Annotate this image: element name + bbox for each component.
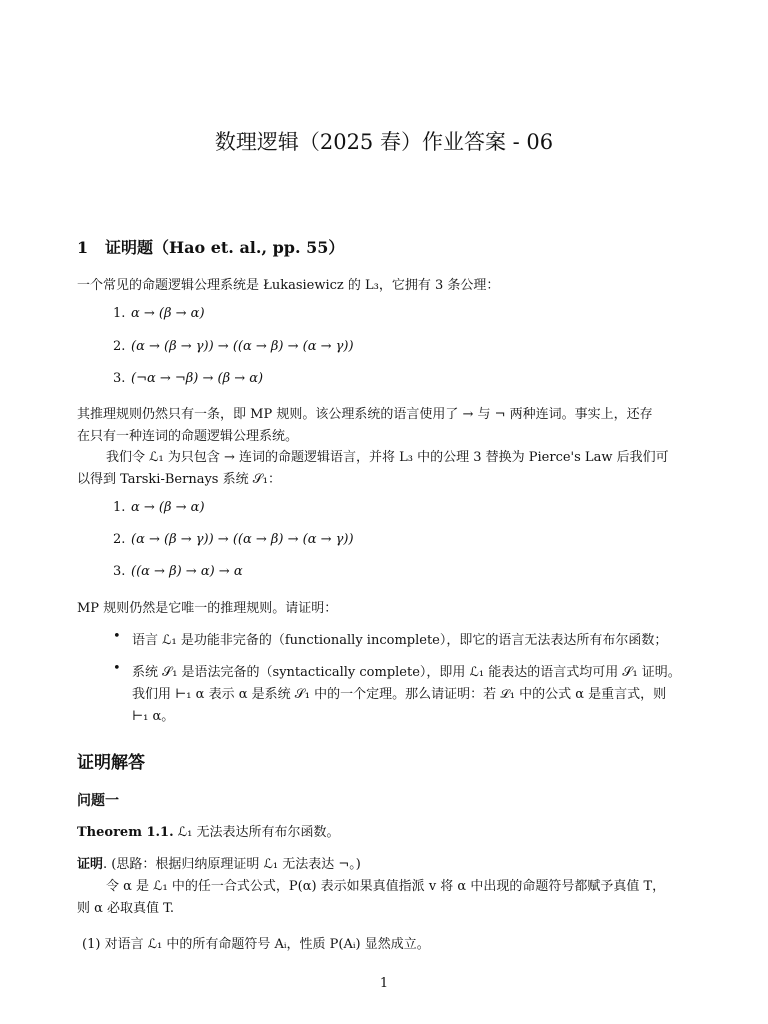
axiom-formula: α → (β → α) bbox=[131, 500, 205, 515]
axiom-formula: ((α → β) → α) → α bbox=[131, 564, 243, 579]
axiom-s1-3 bbox=[113, 564, 243, 579]
page-number: 1 bbox=[379, 976, 389, 991]
problem-heading: 问题一 bbox=[77, 793, 119, 809]
proof-start bbox=[77, 853, 361, 872]
bullet-icon: • bbox=[113, 629, 121, 644]
step-number: (1) bbox=[82, 937, 101, 952]
step-text: 对语言 ℒ₁ 中的所有命题符号 Aᵢ，性质 P(Aᵢ) 显然成立。 bbox=[104, 937, 430, 952]
axiom-number: 1. bbox=[113, 306, 126, 321]
bullet-icon: • bbox=[113, 661, 121, 676]
proof-label: 证明 bbox=[77, 857, 104, 872]
theorem bbox=[77, 821, 339, 840]
axiom-formula: α → (β → α) bbox=[131, 306, 205, 321]
intro-paragraph: 一个常见的命题逻辑公理系统是 Łukasiewicz 的 L₃，它拥有 3 条公理： bbox=[77, 278, 500, 293]
section-heading bbox=[77, 235, 344, 258]
axiom-number: 2. bbox=[113, 532, 126, 547]
axiom-number: 3. bbox=[113, 564, 126, 579]
answer-heading: 证明解答 bbox=[77, 753, 145, 773]
paragraph-line: 其推理规则仍然只有一条，即 MP 规则。该公理系统的语言使用了 → 与 ¬ 两种连词。事实上，还存 bbox=[77, 407, 653, 422]
mp-line: MP 规则仍然是它唯一的推理规则。请证明： bbox=[77, 601, 338, 616]
paragraph-line: 我们令 ℒ₁ 为只包含 → 连词的命题逻辑语言，并将 L₃ 中的公理 3 替换为 Pierce's Law 后我们可 bbox=[106, 450, 669, 465]
section-title: 证明题（Hao et. al., pp. 55） bbox=[105, 238, 345, 257]
axiom-s1-2 bbox=[113, 532, 354, 547]
axiom-l3-1 bbox=[113, 306, 205, 321]
proof-line: 令 α 是 ℒ₁ 中的任一合式公式，P(α) 表示如果真值指派 v 将 α 中出现的命题符号都赋予真值 T， bbox=[106, 879, 666, 894]
axiom-s1-1 bbox=[113, 500, 205, 515]
theorem-text: ℒ₁ 无法表达所有布尔函数。 bbox=[177, 825, 340, 840]
axiom-formula: (¬α → ¬β) → (β → α) bbox=[131, 371, 264, 386]
section-number: 1 bbox=[77, 238, 89, 257]
axiom-number: 2. bbox=[113, 339, 126, 354]
axiom-l3-3 bbox=[113, 371, 263, 386]
proof-hint: . (思路：根据归纳原理证明 ℒ₁ 无法表达 ¬。) bbox=[103, 857, 361, 872]
bullet-line: 系统 𝒮₁ 是语法完备的（syntactically complete），即用 ℒ₁ 能表达的语言式均可用 𝒮₁ 证明。 bbox=[132, 665, 681, 680]
axiom-number: 3. bbox=[113, 371, 126, 386]
paragraph-line: 在只有一种连词的命题逻辑公理系统。 bbox=[77, 429, 299, 444]
paragraph-line: 以得到 Tarski-Bernays 系统 𝒮₁： bbox=[77, 472, 281, 487]
bullet-line: 我们用 ⊢₁ α 表示 α 是系统 𝒮₁ 中的一个定理。那么请证明：若 ℒ₁ 中的公式 α 是重言式，则 bbox=[132, 687, 667, 702]
axiom-number: 1. bbox=[113, 500, 126, 515]
proof-line: 则 α 必取真值 T. bbox=[77, 901, 175, 916]
theorem-label: Theorem 1.1. bbox=[77, 825, 174, 840]
proof-step bbox=[82, 933, 430, 952]
page-title: 数理逻辑（2025 春）作业答案 - 06 bbox=[214, 130, 554, 154]
axiom-l3-2 bbox=[113, 339, 354, 354]
axiom-formula: (α → (β → γ)) → ((α → β) → (α → γ)) bbox=[131, 339, 354, 354]
axiom-formula: (α → (β → γ)) → ((α → β) → (α → γ)) bbox=[131, 532, 354, 547]
bullet-line: ⊢₁ α。 bbox=[132, 709, 175, 724]
bullet-line: 语言 ℒ₁ 是功能非完备的（functionally incomplete），即它的语言无法表达所有布尔函数； bbox=[132, 633, 668, 648]
